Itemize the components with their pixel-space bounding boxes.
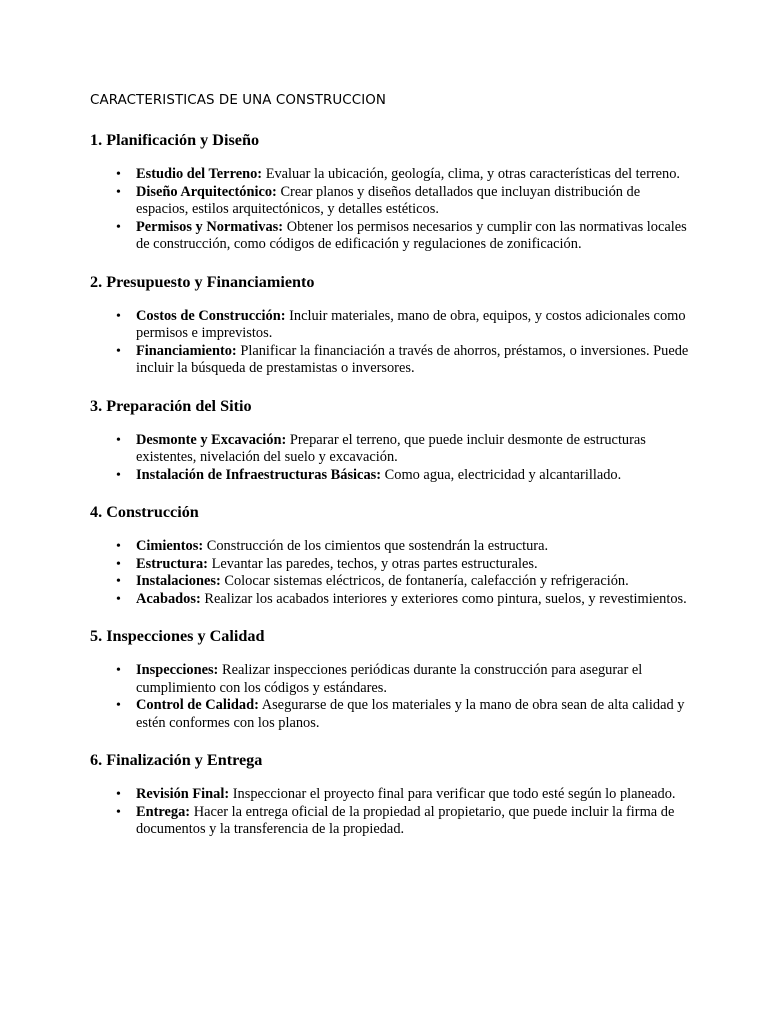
list-item — [90, 697, 690, 732]
section-heading: 3. Preparación del Sitio — [90, 396, 252, 415]
bullet-list — [90, 166, 690, 254]
list-item — [90, 804, 690, 839]
item-term: Costos de Construcción: — [136, 307, 286, 324]
bullet-icon: • — [116, 663, 121, 678]
list-item — [90, 166, 690, 184]
bullet-list — [90, 662, 690, 732]
sections-container — [90, 130, 690, 839]
bullet-icon: • — [116, 219, 121, 235]
section — [90, 130, 690, 254]
bullet-icon: • — [116, 539, 121, 554]
item-term: Instalaciones: — [136, 573, 221, 589]
item-term: Revisión Final: — [136, 786, 230, 802]
item-term: Permisos y Normativas: — [136, 218, 284, 235]
list-item — [90, 308, 690, 343]
bullet-list — [90, 786, 690, 839]
bullet-list — [90, 308, 690, 378]
item-description: Realizar los acabados interiores y exteriores como pintura, suelos, y revestimientos. — [204, 590, 687, 607]
item-description: Evaluar la ubicación, geología, clima, y otras características del terreno. — [265, 166, 681, 182]
section-heading: 4. Construcción — [90, 503, 199, 521]
item-term: Control de Calidad: — [136, 697, 259, 713]
bullet-icon: • — [116, 787, 121, 802]
bullet-icon: • — [116, 184, 121, 200]
list-item — [90, 662, 690, 697]
item-description: Asegurarse de que los materiales y la mano de obra sean de alta calidad y estén conformes con los planos. — [136, 697, 685, 731]
item-description: Realizar inspecciones periódicas durante la construcción para asegurar el cumplimiento con los códigos y estándares. — [136, 662, 643, 696]
bullet-icon: • — [116, 556, 121, 572]
item-description: Levantar las paredes, techos, y otras partes estructurales. — [211, 555, 538, 572]
bullet-icon: • — [116, 308, 121, 324]
bullet-icon: • — [116, 167, 121, 182]
item-term: Entrega: — [136, 803, 191, 820]
list-item — [90, 343, 690, 378]
section-heading: 6. Finalización y Entrega — [90, 751, 263, 769]
list-item — [90, 573, 690, 591]
item-term: Instalación de Infraestructuras Básicas: — [136, 466, 382, 483]
item-term: Desmonte y Excavación: — [136, 431, 287, 448]
item-description: Planificar la financiación a través de ahorros, préstamos, o inversiones. Puede incluir la búsqueda de prestamistas o inversores. — [136, 342, 689, 376]
item-description: Preparar el terreno, que puede incluir desmonte de estructuras existentes, nivelación del suelo y excavación. — [136, 431, 646, 465]
list-item — [90, 219, 690, 254]
section — [90, 626, 690, 732]
document-content — [90, 92, 690, 857]
bullet-icon: • — [116, 804, 121, 820]
section — [90, 502, 690, 608]
list-item — [90, 467, 690, 485]
section-heading: 5. Inspecciones y Calidad — [90, 627, 265, 645]
item-term: Acabados: — [136, 590, 201, 607]
item-term: Financiamiento: — [136, 342, 237, 359]
item-term: Estructura: — [136, 555, 208, 572]
bullet-icon: • — [116, 343, 121, 359]
item-term: Diseño Arquitectónico: — [136, 183, 277, 200]
bullet-icon: • — [116, 591, 121, 607]
item-description: Como agua, electricidad y alcantarillado. — [384, 466, 622, 483]
item-description: Construcción de los cimientos que sostendrán la estructura. — [206, 538, 549, 554]
list-item — [90, 556, 690, 574]
item-description: Hacer la entrega oficial de la propiedad al propietario, que puede incluir la firma de documentos y la transferencia de la propiedad. — [136, 803, 675, 837]
document-title: CARACTERISTICAS DE UNA CONSTRUCCION — [90, 93, 386, 108]
section — [90, 396, 690, 485]
list-item — [90, 538, 690, 556]
list-item — [90, 432, 690, 467]
section — [90, 750, 690, 839]
list-item — [90, 786, 690, 804]
bullet-icon: • — [116, 432, 121, 448]
bullet-list — [90, 538, 690, 608]
item-description: Incluir materiales, mano de obra, equipos, y costos adicionales como permisos e imprevistos. — [136, 307, 686, 341]
bullet-icon: • — [116, 698, 121, 713]
item-description: Obtener los permisos necesarios y cumplir con las normativas locales de construcción, como códigos de edificación y regulaciones de zonificación. — [136, 218, 687, 252]
bullet-icon: • — [116, 574, 121, 589]
item-term: Cimientos: — [136, 538, 204, 554]
list-item — [90, 591, 690, 609]
item-term: Estudio del Terreno: — [136, 166, 263, 182]
item-term: Inspecciones: — [136, 662, 219, 678]
section-heading: 2. Presupuesto y Financiamiento — [90, 272, 315, 291]
item-description: Inspeccionar el proyecto final para verificar que todo esté según lo planeado. — [232, 786, 676, 802]
bullet-icon: • — [116, 467, 121, 483]
bullet-list — [90, 432, 690, 485]
item-description: Crear planos y diseños detallados que incluyan distribución de espacios, estilos arquitectónicos, y detalles estéticos. — [136, 183, 641, 217]
item-description: Colocar sistemas eléctricos, de fontanería, calefacción y refrigeración. — [224, 573, 629, 589]
section — [90, 272, 690, 378]
list-item — [90, 184, 690, 219]
section-heading: 1. Planificación y Diseño — [90, 131, 260, 149]
